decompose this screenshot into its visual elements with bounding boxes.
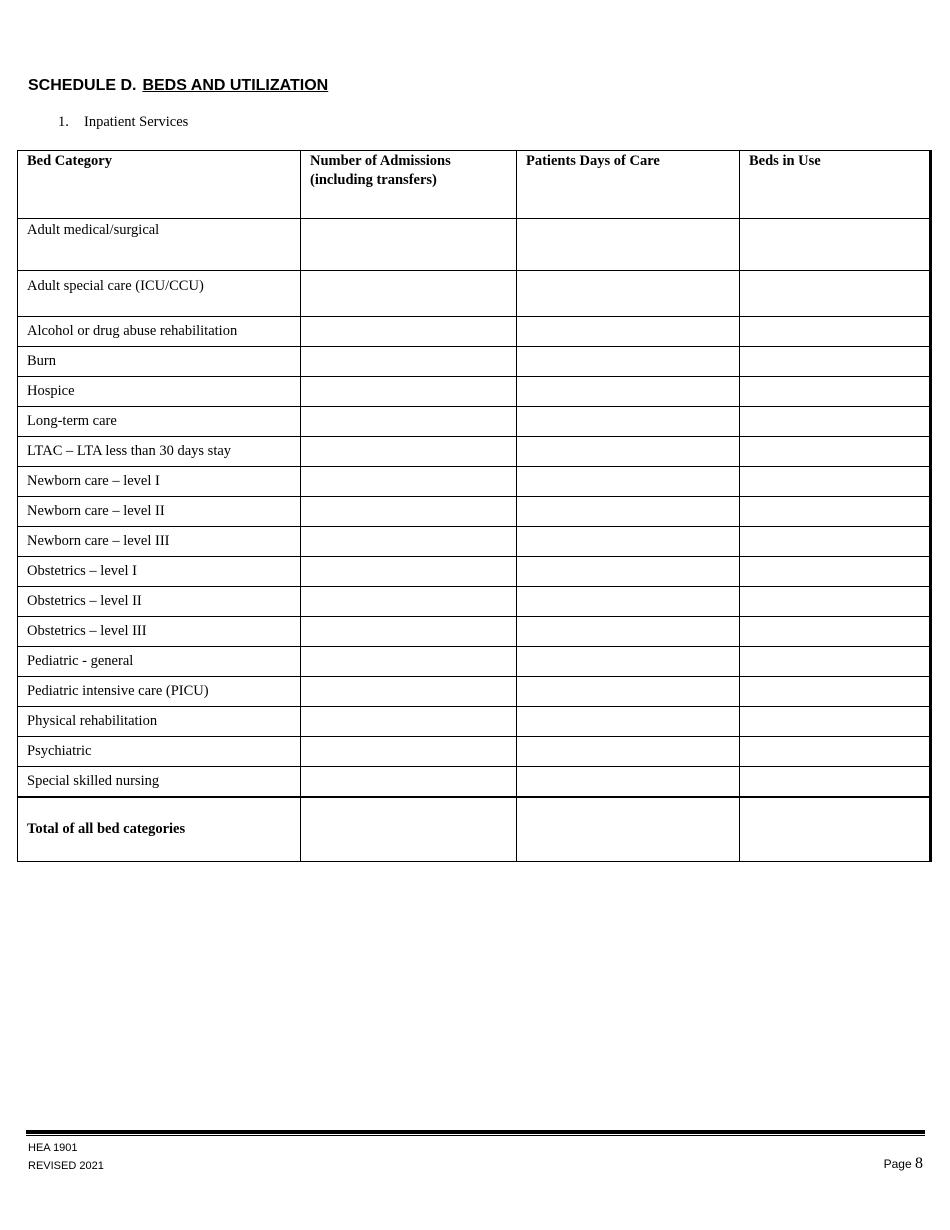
bed-category-cell: Adult medical/surgical	[18, 219, 301, 271]
admissions-cell[interactable]	[301, 617, 517, 647]
patient-days-cell[interactable]	[517, 271, 740, 317]
table-row	[18, 617, 931, 647]
patient-days-cell[interactable]	[517, 377, 740, 407]
bed-category-cell: LTAC – LTA less than 30 days stay	[18, 437, 301, 467]
beds-in-use-cell[interactable]	[740, 347, 931, 377]
admissions-cell[interactable]	[301, 347, 517, 377]
table-row	[18, 407, 931, 437]
patient-days-cell[interactable]	[517, 407, 740, 437]
beds-in-use-cell[interactable]	[740, 437, 931, 467]
table-row	[18, 467, 931, 497]
schedule-title: BEDS AND UTILIZATION	[142, 77, 329, 94]
bed-category-cell: Obstetrics – level II	[18, 587, 301, 617]
page-label: Page	[883, 1157, 912, 1171]
page-number-value: 8	[915, 1155, 923, 1172]
admissions-cell[interactable]	[301, 317, 517, 347]
beds-in-use-cell[interactable]	[740, 407, 931, 437]
total-patient-days-cell[interactable]	[517, 797, 740, 862]
patient-days-cell[interactable]	[517, 767, 740, 797]
table-row	[18, 647, 931, 677]
bed-category-cell: Newborn care – level III	[18, 527, 301, 557]
beds-in-use-cell[interactable]	[740, 317, 931, 347]
beds-in-use-cell[interactable]	[740, 497, 931, 527]
footer-divider	[26, 1130, 925, 1134]
patient-days-cell[interactable]	[517, 527, 740, 557]
page-number	[884, 1155, 923, 1173]
admissions-cell[interactable]	[301, 377, 517, 407]
admissions-cell[interactable]	[301, 407, 517, 437]
patient-days-cell[interactable]	[517, 647, 740, 677]
admissions-cell[interactable]	[301, 707, 517, 737]
total-beds-in-use-cell[interactable]	[740, 797, 931, 862]
admissions-cell[interactable]	[301, 497, 517, 527]
patient-days-cell[interactable]	[517, 617, 740, 647]
bed-category-cell: Pediatric intensive care (PICU)	[18, 677, 301, 707]
bed-category-cell: Hospice	[18, 377, 301, 407]
beds-table	[17, 150, 932, 862]
beds-in-use-cell[interactable]	[740, 737, 931, 767]
bed-category-cell: Long-term care	[18, 407, 301, 437]
beds-in-use-cell[interactable]	[740, 219, 931, 271]
table-row	[18, 437, 931, 467]
bed-category-cell: Adult special care (ICU/CCU)	[18, 271, 301, 317]
beds-in-use-cell[interactable]	[740, 767, 931, 797]
bed-category-cell: Newborn care – level I	[18, 467, 301, 497]
beds-in-use-cell[interactable]	[740, 707, 931, 737]
section-heading	[58, 114, 188, 131]
admissions-cell[interactable]	[301, 677, 517, 707]
bed-category-cell: Physical rehabilitation	[18, 707, 301, 737]
footer-divider-thin	[26, 1135, 925, 1136]
footer-form-info	[28, 1139, 104, 1175]
beds-in-use-cell[interactable]	[740, 587, 931, 617]
table-row	[18, 347, 931, 377]
patient-days-cell[interactable]	[517, 677, 740, 707]
bed-category-cell: Burn	[18, 347, 301, 377]
column-header: Beds in Use	[740, 151, 931, 219]
table-row	[18, 707, 931, 737]
table-row	[18, 767, 931, 797]
table-row	[18, 587, 931, 617]
beds-in-use-cell[interactable]	[740, 647, 931, 677]
patient-days-cell[interactable]	[517, 497, 740, 527]
beds-in-use-cell[interactable]	[740, 377, 931, 407]
table-row	[18, 557, 931, 587]
column-header: Patients Days of Care	[517, 151, 740, 219]
section-number: 1.	[58, 114, 69, 130]
table-row	[18, 677, 931, 707]
revised-date: REVISED 2021	[28, 1160, 104, 1172]
schedule-label: SCHEDULE D.	[28, 77, 137, 94]
bed-category-cell: Obstetrics – level III	[18, 617, 301, 647]
beds-in-use-cell[interactable]	[740, 467, 931, 497]
patient-days-cell[interactable]	[517, 737, 740, 767]
beds-in-use-cell[interactable]	[740, 677, 931, 707]
total-row	[18, 797, 931, 862]
table-row	[18, 737, 931, 767]
admissions-cell[interactable]	[301, 271, 517, 317]
table-row	[18, 497, 931, 527]
table-row	[18, 219, 931, 271]
total-admissions-cell[interactable]	[301, 797, 517, 862]
form-id: HEA 1901	[28, 1142, 78, 1154]
beds-in-use-cell[interactable]	[740, 557, 931, 587]
patient-days-cell[interactable]	[517, 437, 740, 467]
table-header-row	[18, 151, 931, 219]
admissions-cell[interactable]	[301, 219, 517, 271]
table-row	[18, 317, 931, 347]
beds-in-use-cell[interactable]	[740, 617, 931, 647]
table-row	[18, 377, 931, 407]
table-row	[18, 271, 931, 317]
bed-category-cell: Special skilled nursing	[18, 767, 301, 797]
patient-days-cell[interactable]	[517, 467, 740, 497]
patient-days-cell[interactable]	[517, 347, 740, 377]
table-row	[18, 527, 931, 557]
beds-in-use-cell[interactable]	[740, 527, 931, 557]
patient-days-cell[interactable]	[517, 557, 740, 587]
bed-category-cell: Psychiatric	[18, 737, 301, 767]
admissions-cell[interactable]	[301, 737, 517, 767]
column-header: Number of Admissions (including transfers)	[301, 151, 517, 219]
page-title	[28, 77, 328, 95]
section-title: Inpatient Services	[84, 114, 189, 130]
bed-category-cell: Obstetrics – level I	[18, 557, 301, 587]
beds-in-use-cell[interactable]	[740, 271, 931, 317]
admissions-cell[interactable]	[301, 767, 517, 797]
patient-days-cell[interactable]	[517, 587, 740, 617]
admissions-cell[interactable]	[301, 587, 517, 617]
bed-category-cell: Newborn care – level II	[18, 497, 301, 527]
admissions-cell[interactable]	[301, 557, 517, 587]
patient-days-cell[interactable]	[517, 707, 740, 737]
bed-category-cell: Pediatric - general	[18, 647, 301, 677]
bed-category-cell: Alcohol or drug abuse rehabilitation	[18, 317, 301, 347]
admissions-cell[interactable]	[301, 467, 517, 497]
patient-days-cell[interactable]	[517, 219, 740, 271]
total-label: Total of all bed categories	[18, 797, 301, 862]
admissions-cell[interactable]	[301, 647, 517, 677]
admissions-cell[interactable]	[301, 527, 517, 557]
column-header: Bed Category	[18, 151, 301, 219]
patient-days-cell[interactable]	[517, 317, 740, 347]
admissions-cell[interactable]	[301, 437, 517, 467]
